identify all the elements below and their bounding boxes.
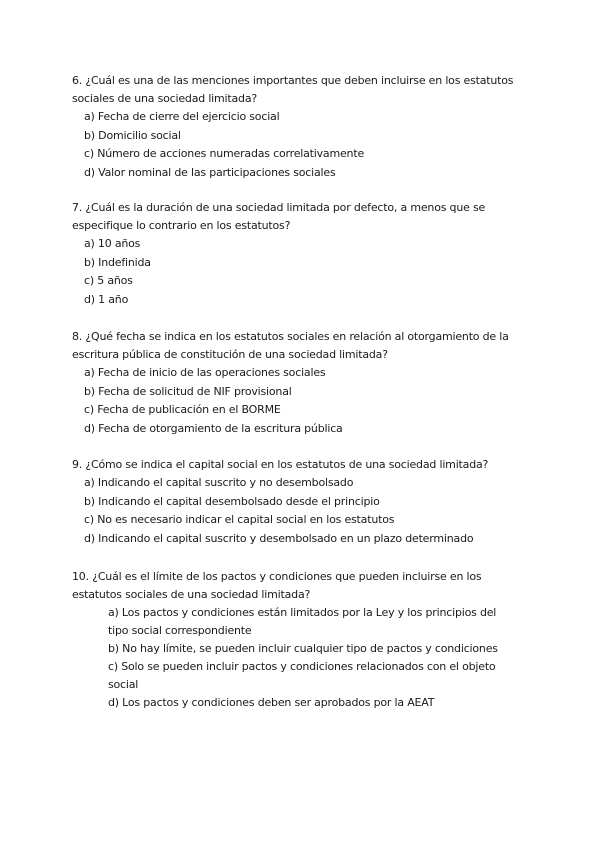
option-a: a) Fecha de cierre del ejercicio social <box>84 110 280 123</box>
question-text: 6. ¿Cuál es una de las menciones importantes que deben incluirse en los estatutos sociales de una sociedad limitada? <box>72 74 514 105</box>
question-text: 7. ¿Cuál es la duración de una sociedad limitada por defecto, a menos que se especifique lo contrario en los estatutos? <box>72 201 486 232</box>
option-d: d) 1 año <box>84 292 129 306</box>
question-text: 9. ¿Cómo se indica el capital social en los estatutos de una sociedad limitada? <box>72 458 489 471</box>
options-list <box>72 364 532 438</box>
option-a: a) Indicando el capital suscrito y no desembolsado <box>84 476 354 489</box>
option-c: c) Solo se pueden incluir pactos y condiciones relacionados con el objeto social <box>108 660 496 691</box>
option-d: d) Los pactos y condiciones deben ser aprobados por la AEAT <box>108 696 435 709</box>
option-b: b) Fecha de solicitud de NIF provisional <box>84 384 292 398</box>
option-b: b) Indicando el capital desembolsado desde el principio <box>84 494 380 508</box>
option-b: b) Domicilio social <box>84 128 181 142</box>
options-list <box>72 235 532 309</box>
option-a: a) Los pactos y condiciones están limitados por la Ley y los principios del tipo social correspondiente <box>108 606 497 637</box>
options-list <box>72 474 532 548</box>
option-d: d) Indicando el capital suscrito y desembolsado en un plazo determinado <box>84 531 474 545</box>
option-c: c) Número de acciones numeradas correlativamente <box>84 147 365 160</box>
option-c: c) Fecha de publicación en el BORME <box>84 403 281 416</box>
options-list <box>72 108 532 182</box>
question-text: 8. ¿Qué fecha se indica en los estatutos sociales en relación al otorgamiento de la escritura pública de constitución de una sociedad limitada? <box>72 330 509 361</box>
question-10 <box>72 568 532 712</box>
question-7 <box>72 199 532 309</box>
question-text: 10. ¿Cuál es el límite de los pactos y condiciones que pueden incluirse en los estatutos sociales de una sociedad limitada? <box>72 570 482 601</box>
option-d: d) Valor nominal de las participaciones sociales <box>84 165 336 179</box>
question-9 <box>72 456 532 548</box>
option-d: d) Fecha de otorgamiento de la escritura pública <box>84 421 343 435</box>
option-b: b) No hay límite, se pueden incluir cualquier tipo de pactos y condiciones <box>108 642 498 655</box>
options-list <box>72 604 508 712</box>
option-c: c) 5 años <box>84 274 133 287</box>
option-a: a) 10 años <box>84 237 141 250</box>
option-b: b) Indefinida <box>84 255 151 269</box>
question-8 <box>72 328 532 438</box>
option-a: a) Fecha de inicio de las operaciones sociales <box>84 366 326 379</box>
option-c: c) No es necesario indicar el capital social en los estatutos <box>84 513 395 526</box>
question-6 <box>72 72 532 182</box>
